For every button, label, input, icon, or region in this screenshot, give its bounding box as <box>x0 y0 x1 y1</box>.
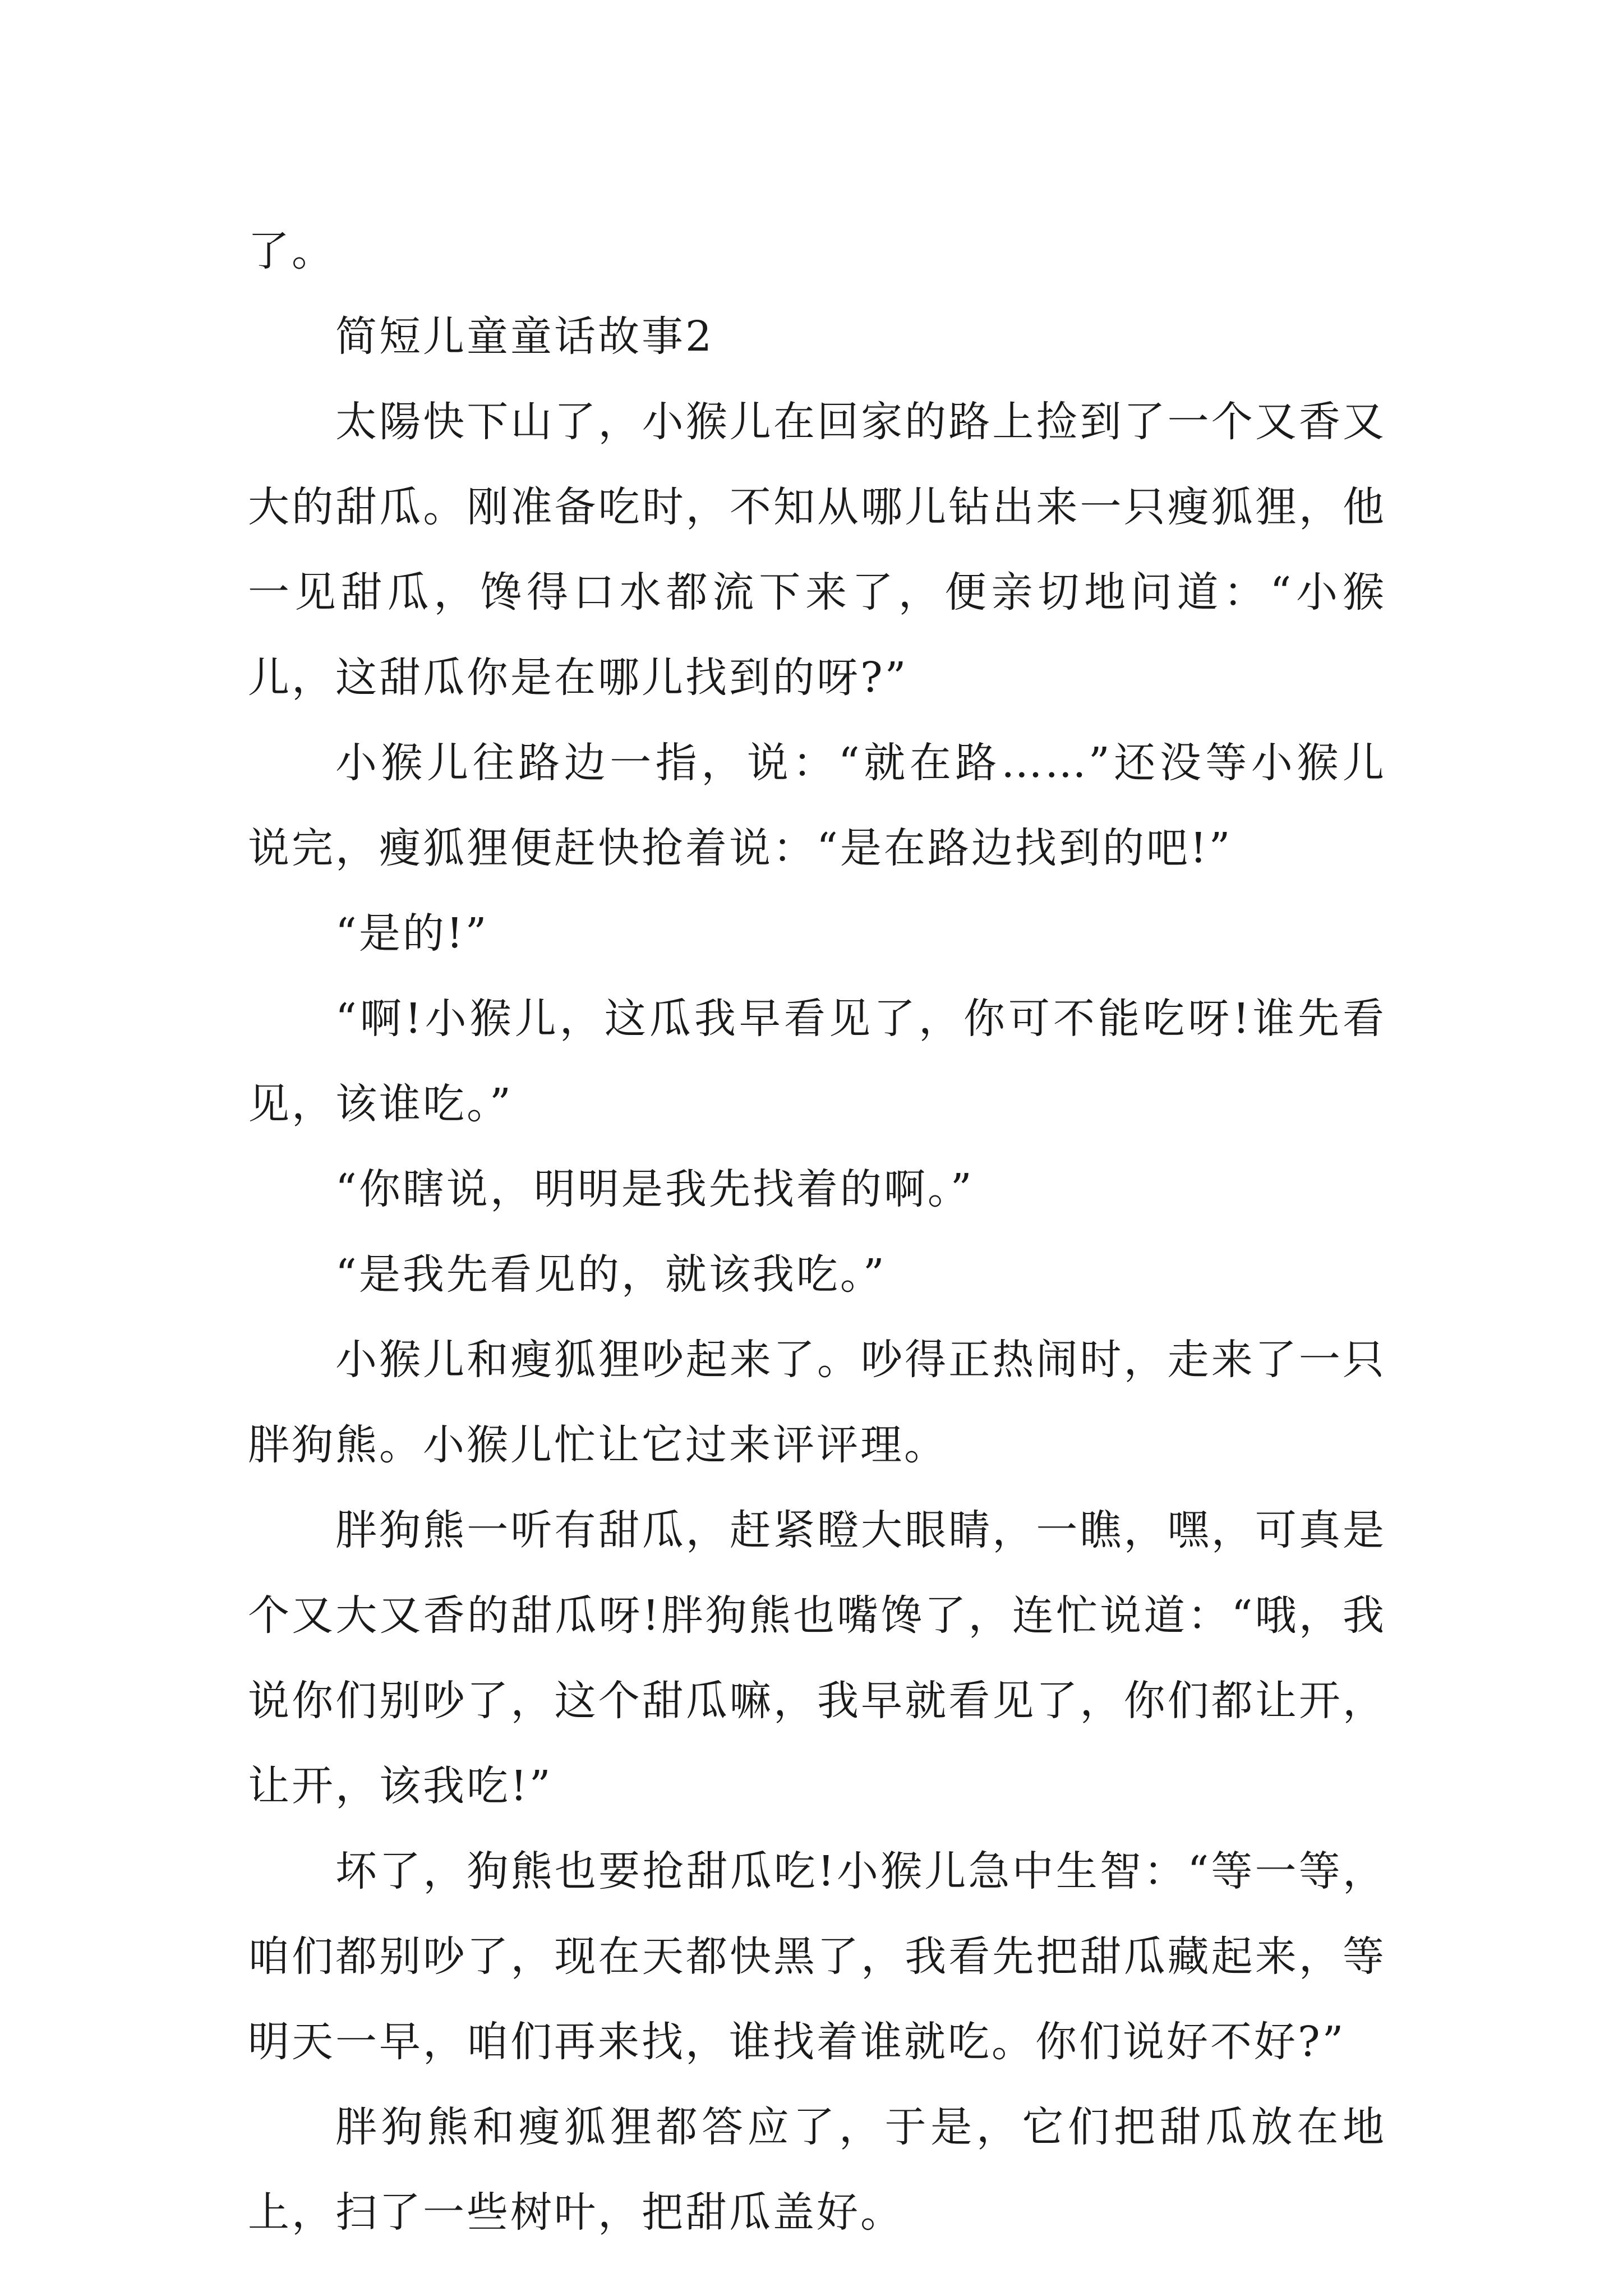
paragraph: 坏了，狗熊也要抢甜瓜吃!小猴儿急中生智：“等一等，咱们都别吵了，现在天都快黑了，我看先把甜瓜藏起来，等明天一早，咱们再来找，谁找着谁就吃。你们说好不好?” <box>248 1847 1386 2066</box>
paragraph: 胖狗熊和瘦狐狸都答应了，于是，它们把甜瓜放在地上，扫了一些树叶，把甜瓜盖好。 <box>248 2103 1386 2237</box>
paragraph: “是我先看见的，就该我吃。” <box>335 1250 887 1299</box>
story-heading: 简短儿童童话故事2 <box>335 312 714 361</box>
paragraph-continuation: 了。 <box>248 227 335 275</box>
paragraph: 太陽快下山了，小猴儿在回家的路上捡到了一个又香又大的甜瓜。刚准备吃时，不知从哪儿钻出来一只瘦狐狸，他一见甜瓜，馋得口水都流下来了，便亲切地问道：“小猴儿，这甜瓜你是在哪儿找到的呀?” <box>248 398 1386 702</box>
paragraph: 小猴儿和瘦狐狸吵起来了。吵得正热闹时，走来了一只胖狗熊。小猴儿忙让它过来评评理。 <box>248 1336 1386 1469</box>
paragraph: 胖狗熊一听有甜瓜，赶紧瞪大眼睛，一瞧，嘿，可真是个又大又香的甜瓜呀!胖狗熊也嘴馋了，连忙说道：“哦，我说你们别吵了，这个甜瓜嘛，我早就看见了，你们都让开，让开，该我吃!” <box>248 1506 1386 1810</box>
paragraph: “是的!” <box>335 909 489 958</box>
paragraph: “啊!小猴儿，这瓜我早看见了，你可不能吃呀!谁先看见，该谁吃。” <box>248 995 1386 1128</box>
paragraph: “你瞎说，明明是我先找着的啊。” <box>335 1165 974 1213</box>
paragraph: 小猴儿往路边一指，说：“就在路……”还没等小猴儿说完，瘦狐狸便赶快抢着说：“是在路边找到的吧!” <box>248 739 1386 872</box>
document-body <box>248 209 1386 2255</box>
